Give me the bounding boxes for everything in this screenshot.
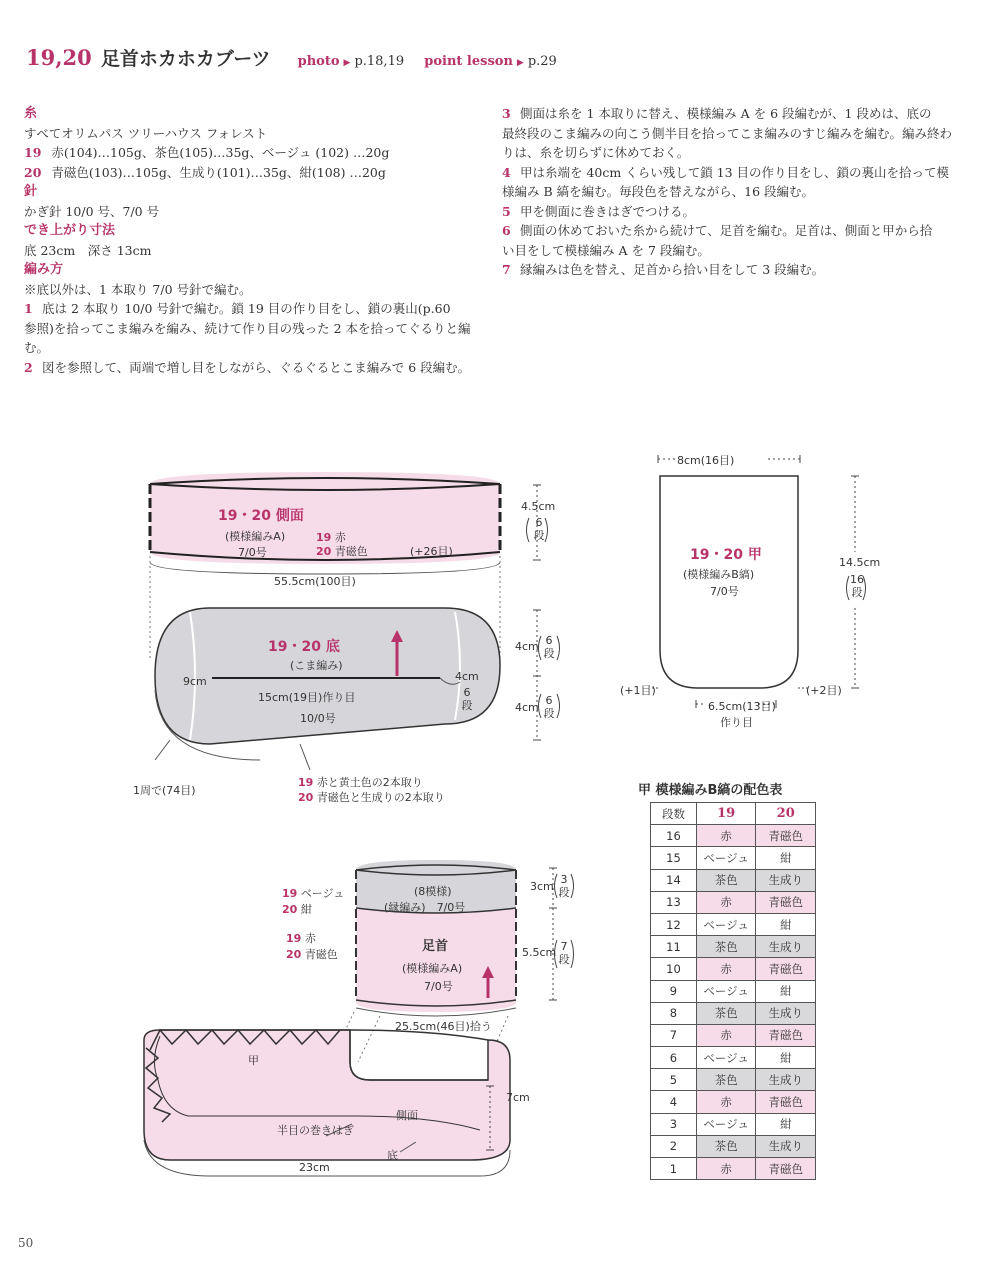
color-table-body — [651, 825, 816, 1180]
sole-round: 1周で(74目) — [133, 784, 196, 797]
color-19-cell: 茶色 — [696, 1069, 756, 1091]
table-row — [651, 980, 816, 1002]
color-19-cell: 赤 — [696, 1158, 756, 1180]
table-row — [651, 891, 816, 913]
color-19-cell: 茶色 — [696, 869, 756, 891]
step-7: 7 縁編みは色を替え、足首から拾い目をして 3 段編む。 — [502, 262, 825, 277]
table-row — [651, 1158, 816, 1180]
assembled-height: 7cm — [506, 1091, 530, 1104]
point-lesson-reference: point lesson ▶ p.29 — [424, 54, 557, 69]
instep-right-increase: (+2目) — [806, 684, 842, 697]
step-3-cont: りは、糸を切らずに休めておく。 — [502, 145, 690, 160]
color-19-cell: ベージュ — [696, 1113, 756, 1135]
table-row — [651, 1091, 816, 1113]
color-19-cell: 茶色 — [696, 1002, 756, 1024]
step-4-cont: 様編み B 縞を編む。毎段色を替えながら、16 段編む。 — [502, 184, 815, 199]
table-header-19: 19 — [696, 803, 756, 825]
assembled-side-label: 側面 — [396, 1109, 418, 1122]
color-table-title: 甲 模様編みB縞の配色表 — [638, 783, 783, 798]
step-4: 4 甲は糸端を 40cm くらい残して鎖 13 目の作り目をし、鎖の裏山を拾って模 — [502, 164, 950, 180]
step-6: 6 側面の休めておいた糸から続けて、足首を編む。足首は、側面と甲から拾 — [502, 223, 933, 238]
color-20-cell: 青磁色 — [756, 958, 816, 980]
sole-chain: 15cm(19目)作り目 — [258, 691, 356, 704]
method-note: ※底以外は、1 本取り 7/0 号針で編む。 — [24, 281, 252, 297]
size-heading: でき上がり寸法 — [24, 223, 116, 238]
side-pattern: (模様編みA) — [225, 530, 286, 543]
ankle-color-20: 20 青磁色 — [286, 948, 338, 961]
instep-hook: 7/0号 — [710, 585, 739, 598]
row-number-cell: 9 — [651, 980, 697, 1002]
instep-height: 14.5cm — [839, 556, 881, 569]
page-number: 50 — [18, 1236, 34, 1250]
assembled-length: 23cm — [299, 1161, 330, 1174]
color-19-cell: 赤 — [696, 1091, 756, 1113]
pattern-number: 19,20 — [26, 45, 92, 70]
row-number-cell: 12 — [651, 913, 697, 935]
assembled-sole-label: 底 — [387, 1149, 398, 1162]
ankle-border-color-20: 20 紺 — [282, 903, 312, 916]
sole-title: 19・20 底 — [268, 639, 340, 655]
ankle-color-19: 19 赤 — [286, 932, 316, 945]
row-number-cell: 6 — [651, 1047, 697, 1069]
assembled-instep-label: 甲 — [248, 1054, 259, 1067]
side-hook: 7/0号 — [238, 546, 267, 559]
side-color-20: 20 青磁色 — [316, 545, 368, 558]
row-number-cell: 7 — [651, 1024, 697, 1046]
color-20-cell: 青磁色 — [756, 825, 816, 847]
sole-height-top-rows: 6 段 — [543, 634, 555, 660]
table-row — [651, 869, 816, 891]
table-row — [651, 1047, 816, 1069]
sole-height-bottom: 4cm — [515, 701, 539, 714]
step-6-cont: い目をして模様編み A を 7 段編む。 — [502, 242, 710, 258]
triangle-icon: ▶ — [343, 58, 351, 68]
color-19-cell: 茶色 — [696, 936, 756, 958]
table-row — [651, 1002, 816, 1024]
sole-height-top: 4cm — [515, 640, 539, 653]
row-number-cell: 15 — [651, 847, 697, 869]
ankle-title: 足首 — [422, 939, 449, 954]
table-row — [651, 847, 816, 869]
step-3: 3 側面は糸を 1 本取りに替え、模様編み A を 6 段編むが、1 段めは、底の — [502, 106, 932, 121]
color-19-cell: 赤 — [696, 958, 756, 980]
row-number-cell: 1 — [651, 1158, 697, 1180]
row-number-cell: 8 — [651, 1002, 697, 1024]
instep-pattern: (模様編みB縞) — [683, 568, 755, 581]
step-5: 5 甲を側面に巻きはぎでつける。 — [502, 203, 696, 219]
ankle-height-2: 5.5cm — [522, 946, 557, 959]
table-row — [651, 936, 816, 958]
ankle-band-edging: (縁編み) 7/0号 — [384, 901, 466, 914]
ankle-height-1: 3cm — [530, 880, 554, 893]
color-20-cell: 紺 — [756, 1047, 816, 1069]
sole-yarn-20: 20 青磁色と生成りの2本取り — [298, 791, 445, 804]
row-number-cell: 11 — [651, 936, 697, 958]
ankle-hook: 7/0号 — [424, 980, 453, 993]
table-row — [651, 913, 816, 935]
sole-left: 9cm — [183, 675, 207, 688]
step-1-cont: 参照)を拾ってこま編みを編み、続けて作り目の残った 2 本を拾ってぐるりと編む。 — [24, 320, 471, 355]
instep-rows: 16 段 — [850, 573, 864, 599]
color-19-cell: ベージュ — [696, 1047, 756, 1069]
color-19-cell: 赤 — [696, 1024, 756, 1046]
row-number-cell: 4 — [651, 1091, 697, 1113]
sole-yarn-19: 19 赤と黄土色の2本取り — [298, 776, 423, 789]
row-number-cell: 16 — [651, 825, 697, 847]
row-number-cell: 2 — [651, 1135, 697, 1157]
instep-title: 19・20 甲 — [690, 547, 762, 563]
color-20-cell: 生成り — [756, 1069, 816, 1091]
color-20-cell: 生成り — [756, 869, 816, 891]
instep-bottom: 6.5cm(13目) — [708, 700, 776, 713]
sole-right-rows: 6 段 — [461, 686, 473, 712]
color-20-cell: 生成り — [756, 1002, 816, 1024]
side-title: 19・20 側面 — [218, 508, 304, 524]
yarn-heading: 糸 — [24, 106, 38, 121]
side-color-19: 19 赤 — [316, 531, 346, 544]
color-20-cell: 青磁色 — [756, 1158, 816, 1180]
assembled-boot — [144, 1030, 510, 1176]
step-1: 1 底は 2 本取り 10/0 号針で編む。鎖 19 目の作り目をし、鎖の裏山(p.60 — [24, 301, 451, 316]
color-20-cell: 青磁色 — [756, 891, 816, 913]
instep-top: 8cm(16目) — [677, 454, 735, 467]
ankle-border-color-19: 19 ベージュ — [282, 887, 345, 900]
method-heading: 編み方 — [24, 262, 64, 277]
color-19-cell: 赤 — [696, 891, 756, 913]
ankle-pattern: (模様編みA) — [402, 962, 463, 975]
table-row — [651, 958, 816, 980]
color-20-cell: 紺 — [756, 980, 816, 1002]
row-number-cell: 10 — [651, 958, 697, 980]
side-rows: 6 段 — [533, 516, 545, 542]
yarn-19: 19 赤(104)…105g、茶色(105)…35g、ベージュ (102) …20g — [24, 145, 390, 160]
color-20-cell: 生成り — [756, 1135, 816, 1157]
color-19-cell: 赤 — [696, 825, 756, 847]
sole-right: 4cm — [455, 670, 479, 683]
table-row — [651, 1135, 816, 1157]
color-19-cell: 茶色 — [696, 1135, 756, 1157]
table-row — [651, 825, 816, 847]
table-row — [651, 1069, 816, 1091]
step-2: 2 図を参照して、両端で増し目をしながら、ぐるぐるとこま編みで 6 段編む。 — [24, 359, 471, 375]
sole-height-bottom-rows: 6 段 — [543, 694, 555, 720]
table-header-20: 20 — [756, 803, 816, 825]
needle-text: かぎ針 10/0 号、7/0 号 — [24, 203, 160, 219]
instep-bottom-2: 作り目 — [720, 716, 753, 729]
color-20-cell: 紺 — [756, 847, 816, 869]
table-row — [651, 1024, 816, 1046]
sole-pattern: (こま編み) — [290, 659, 343, 672]
color-20-cell: 青磁色 — [756, 1024, 816, 1046]
needle-heading: 針 — [24, 184, 38, 199]
color-table — [650, 802, 816, 1180]
color-20-cell: 生成り — [756, 936, 816, 958]
color-19-cell: ベージュ — [696, 847, 756, 869]
ankle-rows-2: 7 段 — [558, 940, 570, 966]
step-3-cont: 最終段のこま編みの向こう側半目を拾ってこま編みのすじ編みを編む。編み終わ — [502, 125, 953, 141]
row-number-cell: 3 — [651, 1113, 697, 1135]
row-number-cell: 14 — [651, 869, 697, 891]
side-width: 55.5cm(100目) — [274, 575, 356, 588]
side-increase: (+26目) — [410, 545, 453, 558]
page-title: 足首ホカホカブーツ — [100, 48, 271, 70]
yarn-brand: すべてオリムパス ツリーハウス フォレスト — [24, 125, 268, 141]
instep-left-increase: (+1目) — [620, 684, 656, 697]
ankle-rows-1: 3 段 — [558, 873, 570, 899]
color-20-cell: 紺 — [756, 1113, 816, 1135]
side-height: 4.5cm — [521, 500, 556, 513]
triangle-icon: ▶ — [516, 58, 524, 68]
row-number-cell: 5 — [651, 1069, 697, 1091]
photo-reference: photo ▶ p.18,19 — [297, 54, 405, 69]
ankle-band-pattern: (8模様) — [414, 885, 452, 898]
table-header-row: 段数 — [651, 803, 697, 825]
assembled-seam-label: 半目の巻きはぎ — [277, 1124, 354, 1137]
color-20-cell: 紺 — [756, 913, 816, 935]
size-text: 底 23cm 深さ 13cm — [24, 242, 152, 258]
table-row — [651, 1113, 816, 1135]
sole-hook: 10/0号 — [300, 712, 336, 725]
yarn-20: 20 青磁色(103)…105g、生成り(101)…35g、紺(108) …20g — [24, 164, 386, 180]
ankle-pickup: 25.5cm(46目)拾う — [395, 1020, 492, 1033]
color-19-cell: ベージュ — [696, 980, 756, 1002]
color-20-cell: 青磁色 — [756, 1091, 816, 1113]
row-number-cell: 13 — [651, 891, 697, 913]
color-19-cell: ベージュ — [696, 913, 756, 935]
